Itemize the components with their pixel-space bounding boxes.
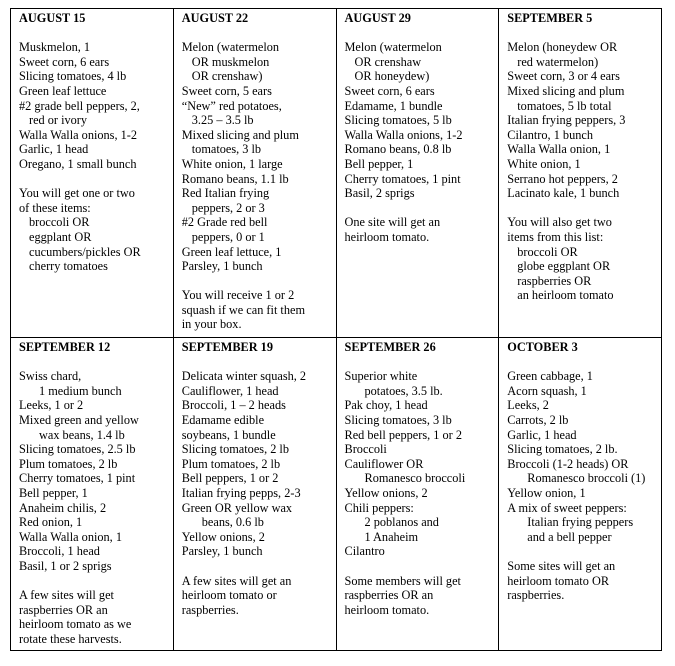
item-line: raspberries OR an — [344, 588, 434, 603]
item-line: heirloom tomato OR — [507, 573, 610, 588]
item-line: 3.25 – 3.5 lb — [191, 113, 254, 128]
item-line: Melon (watermelon — [181, 40, 280, 55]
table-row — [11, 9, 662, 338]
item-line: Romano beans, 1.1 lb — [181, 171, 289, 186]
item-line: Basil, 2 sprigs — [344, 186, 415, 201]
item-line: White onion, 1 — [507, 156, 581, 171]
item-line: raspberries OR an — [19, 602, 108, 617]
item-line: Plum tomatoes, 2 lb — [19, 456, 118, 471]
item-line: Edamame edible — [181, 412, 265, 427]
item-line: beans, 0.6 lb — [201, 515, 264, 530]
item-line: Sweet corn, 5 ears — [181, 83, 272, 98]
item-line: Walla Walla onions, 1-2 — [19, 127, 138, 142]
item-line: Mixed slicing and plum — [181, 127, 299, 142]
item-line: in your box. — [181, 317, 242, 332]
item-line: Romanesco broccoli (1) — [527, 471, 646, 486]
item-line: raspberries. — [507, 588, 565, 603]
week-cell — [173, 338, 336, 651]
item-line: Plum tomatoes, 2 lb — [181, 456, 281, 471]
week-cell — [499, 338, 662, 651]
item-line: heirloom tomato. — [344, 229, 430, 244]
item-line: Red onion, 1 — [19, 515, 83, 530]
item-line: Cilantro, 1 bunch — [507, 127, 593, 142]
item-line: A mix of sweet peppers: — [507, 500, 627, 515]
week-heading: AUGUST 15 — [19, 11, 86, 25]
item-line: Melon (watermelon — [344, 40, 442, 55]
item-line: Bell pepper, 1 — [344, 156, 414, 171]
item-line: #2 Grade red bell — [181, 215, 268, 230]
item-line: 1 Anaheim — [364, 529, 419, 544]
week-cell — [336, 9, 499, 338]
item-line: Bell pepper, 1 — [19, 485, 88, 500]
item-line: tomatoes, 3 lb — [191, 142, 262, 157]
item-line: Cilantro — [344, 544, 385, 559]
item-line: You will also get two — [507, 215, 612, 230]
table-row — [11, 338, 662, 651]
item-line: One site will get an — [344, 215, 441, 230]
item-line: Broccoli (1-2 heads) OR — [507, 456, 629, 471]
item-line: Romanesco broccoli — [364, 471, 466, 486]
item-line: raspberries. — [181, 602, 239, 617]
item-line: Mixed slicing and plum — [507, 83, 625, 98]
item-line: Garlic, 1 head — [19, 142, 89, 157]
item-line: Walla Walla onion, 1 — [507, 142, 611, 157]
item-line: OR crenshaw — [354, 54, 422, 69]
item-line: You will get one or two — [19, 186, 135, 201]
item-line: Red bell peppers, 1 or 2 — [344, 427, 462, 442]
item-line: peppers, 0 or 1 — [191, 229, 265, 244]
item-line: Green OR yellow wax — [181, 500, 293, 515]
week-cell — [11, 9, 174, 338]
item-line: raspberries OR — [517, 273, 592, 288]
week-heading: SEPTEMBER 19 — [181, 340, 273, 354]
item-line: Cauliflower OR — [344, 456, 424, 471]
item-line: broccoli OR — [29, 215, 90, 230]
spacer — [182, 274, 332, 289]
week-heading: SEPTEMBER 12 — [19, 340, 111, 354]
item-line: You will receive 1 or 2 — [181, 288, 295, 303]
item-line: Cherry tomatoes, 1 pint — [344, 171, 461, 186]
item-line: Anaheim chilis, 2 — [19, 500, 107, 515]
harvest-schedule-table — [10, 8, 662, 651]
item-line: Swiss chard, — [19, 369, 82, 384]
item-line: Cherry tomatoes, 1 pint — [19, 471, 136, 486]
item-line: Walla Walla onions, 1-2 — [344, 127, 463, 142]
week-cell — [499, 9, 662, 338]
item-line: Basil, 1 or 2 sprigs — [19, 558, 112, 573]
week-cell — [11, 338, 174, 651]
item-line: Bell peppers, 1 or 2 — [181, 471, 279, 486]
item-line: Green cabbage, 1 — [507, 369, 593, 384]
item-line: potatoes, 3.5 lb. — [364, 383, 443, 398]
item-line: Mixed green and yellow — [19, 412, 139, 427]
item-line: items from this list: — [507, 229, 604, 244]
item-line: Carrots, 2 lb — [507, 412, 569, 427]
item-line: Yellow onions, 2 — [181, 529, 265, 544]
item-line: Slicing tomatoes, 5 lb — [344, 113, 452, 128]
item-line: Slicing tomatoes, 2 lb. — [507, 442, 618, 457]
item-line: OR crenshaw) — [191, 69, 263, 84]
item-line: OR honeydew) — [354, 69, 430, 84]
item-line: Green leaf lettuce, 1 — [181, 244, 282, 259]
week-heading: AUGUST 22 — [181, 11, 249, 25]
week-cell — [173, 9, 336, 338]
item-line: Sweet corn, 6 ears — [344, 83, 435, 98]
spacer — [19, 574, 169, 589]
item-line: Broccoli, 1 – 2 heads — [181, 398, 286, 413]
item-line: Oregano, 1 small bunch — [19, 156, 137, 171]
item-line: cucumbers/pickles OR — [29, 244, 141, 259]
item-line: Yellow onions, 2 — [344, 485, 428, 500]
week-cell — [336, 338, 499, 651]
item-line: Sweet corn, 3 or 4 ears — [507, 69, 620, 84]
item-line: Superior white — [344, 369, 418, 384]
item-line: Walla Walla onion, 1 — [19, 529, 122, 544]
item-line: 2 poblanos and — [364, 515, 439, 530]
item-line: rotate these harvests. — [19, 631, 122, 646]
item-line: A few sites will get — [19, 588, 114, 603]
week-heading: SEPTEMBER 26 — [344, 340, 436, 354]
item-line: “New” red potatoes, — [181, 98, 282, 113]
item-line: Italian frying peppers — [527, 515, 634, 530]
item-line: Slicing tomatoes, 2.5 lb — [19, 442, 136, 457]
item-line: 1 medium bunch — [39, 383, 122, 398]
item-line: Parsley, 1 bunch — [181, 259, 263, 274]
item-line: Sweet corn, 6 ears — [19, 54, 110, 69]
item-line: Slicing tomatoes, 4 lb — [19, 69, 127, 84]
spacer — [19, 172, 169, 187]
item-line: squash if we can fit them — [181, 302, 306, 317]
item-line: Delicata winter squash, 2 — [181, 369, 307, 384]
item-line: Cauliflower, 1 head — [181, 383, 279, 398]
item-line: Broccoli, 1 head — [19, 544, 100, 559]
item-line: of these items: — [19, 200, 91, 215]
item-line: Acorn squash, 1 — [507, 383, 587, 398]
item-line: eggplant OR — [29, 229, 92, 244]
item-line: Broccoli — [344, 442, 387, 457]
item-line: cherry tomatoes — [29, 259, 108, 274]
item-line: Some sites will get an — [507, 558, 616, 573]
item-line: #2 grade bell peppers, 2, — [19, 98, 140, 113]
item-line: soybeans, 1 bundle — [181, 427, 276, 442]
item-line: Green leaf lettuce — [19, 83, 107, 98]
item-line: Edamame, 1 bundle — [344, 98, 443, 113]
item-line: Romano beans, 0.8 lb — [344, 142, 452, 157]
item-line: Slicing tomatoes, 2 lb — [181, 442, 289, 457]
item-line: Serrano hot peppers, 2 — [507, 171, 618, 186]
spacer — [507, 544, 657, 559]
item-line: heirloom tomato. — [344, 602, 430, 617]
spacer — [507, 201, 657, 216]
spacer — [182, 559, 332, 574]
week-heading: AUGUST 29 — [344, 11, 411, 25]
item-line: Slicing tomatoes, 3 lb — [344, 412, 452, 427]
item-line: Italian frying pepps, 2-3 — [181, 485, 301, 500]
week-heading: SEPTEMBER 5 — [507, 11, 593, 25]
spacer — [345, 559, 495, 574]
item-line: and a bell pepper — [527, 529, 612, 544]
item-line: heirloom tomato or — [181, 588, 277, 603]
item-line: tomatoes, 5 lb total — [517, 98, 612, 113]
item-line: wax beans, 1.4 lb — [39, 427, 125, 442]
item-line: Red Italian frying — [181, 186, 270, 201]
spacer — [345, 201, 495, 216]
item-line: peppers, 2 or 3 — [191, 200, 265, 215]
item-line: Yellow onion, 1 — [507, 485, 586, 500]
item-line: Garlic, 1 head — [507, 427, 577, 442]
item-line: an heirloom tomato — [517, 288, 614, 303]
item-line: Chili peppers: — [344, 500, 414, 515]
item-line: Melon (honeydew OR — [507, 40, 618, 55]
item-line: A few sites will get an — [181, 573, 292, 588]
item-line: Leeks, 2 — [507, 398, 549, 413]
item-line: Lacinato kale, 1 bunch — [507, 186, 620, 201]
item-line: Leeks, 1 or 2 — [19, 398, 84, 413]
item-line: Muskmelon, 1 — [19, 40, 91, 55]
item-line: red watermelon) — [517, 54, 599, 69]
item-line: Parsley, 1 bunch — [181, 544, 263, 559]
item-line: broccoli OR — [517, 244, 578, 259]
item-line: OR muskmelon — [191, 54, 270, 69]
item-line: heirloom tomato as we — [19, 617, 132, 632]
item-line: Pak choy, 1 head — [344, 398, 428, 413]
item-line: Some members will get — [344, 573, 461, 588]
item-line: globe eggplant OR — [517, 259, 611, 274]
item-line: red or ivory — [29, 113, 88, 128]
item-line: White onion, 1 large — [181, 156, 283, 171]
item-line: Italian frying peppers, 3 — [507, 113, 626, 128]
week-heading: OCTOBER 3 — [507, 340, 578, 354]
